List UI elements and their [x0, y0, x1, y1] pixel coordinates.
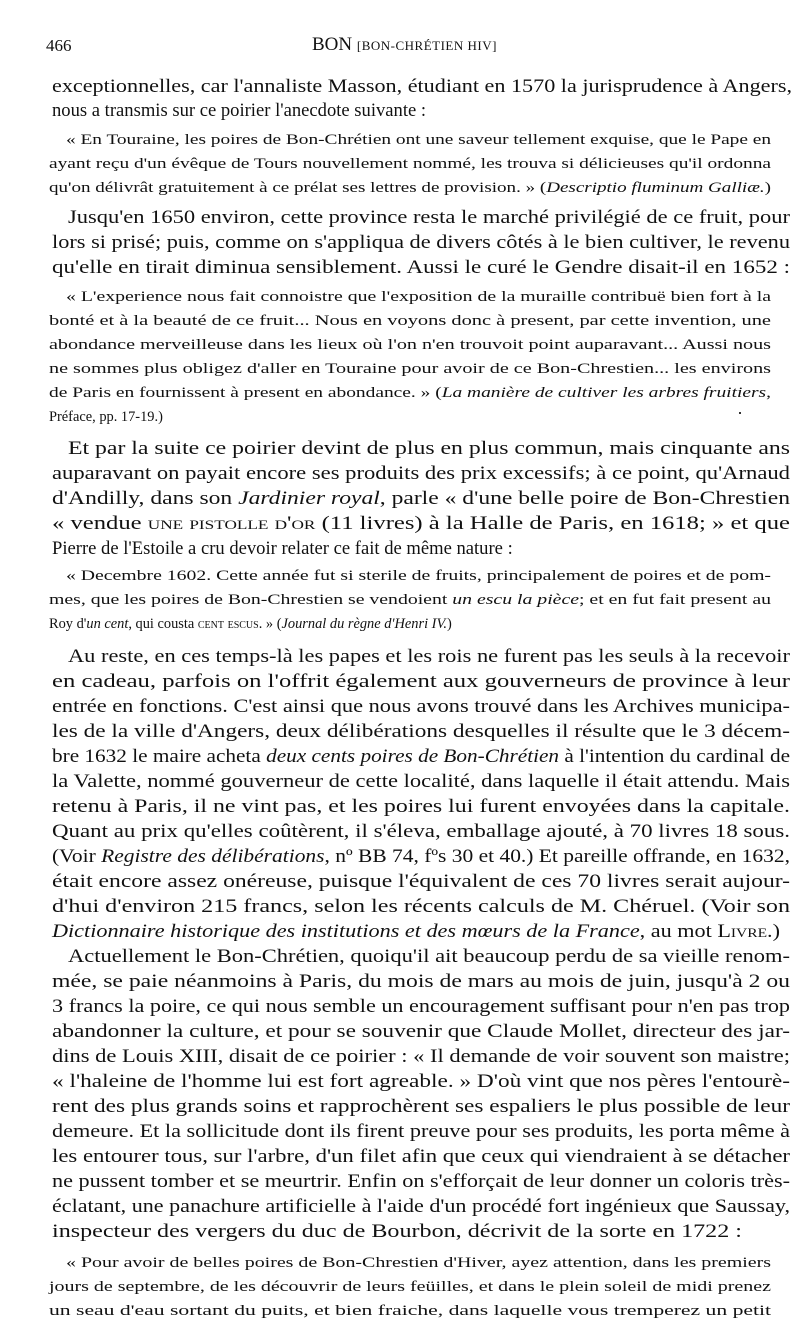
citation: Descriptio fluminum Galliæ.	[546, 180, 765, 196]
running-head-title: BON	[312, 34, 353, 55]
print-speck	[739, 412, 741, 414]
running-head-subtitle: [BON-CHRÉTIEN HIV]	[356, 38, 497, 53]
running-head	[312, 34, 497, 56]
book-title: Dictionnaire historique des institutions et des mœurs de la France	[52, 921, 640, 942]
citation: La manière de cultiver les arbres fruitiers	[441, 385, 767, 401]
book-title: Jardinier royal	[238, 488, 380, 509]
page-number: 466	[46, 36, 72, 55]
citation: Journal du règne d'Henri IV.	[281, 616, 447, 632]
